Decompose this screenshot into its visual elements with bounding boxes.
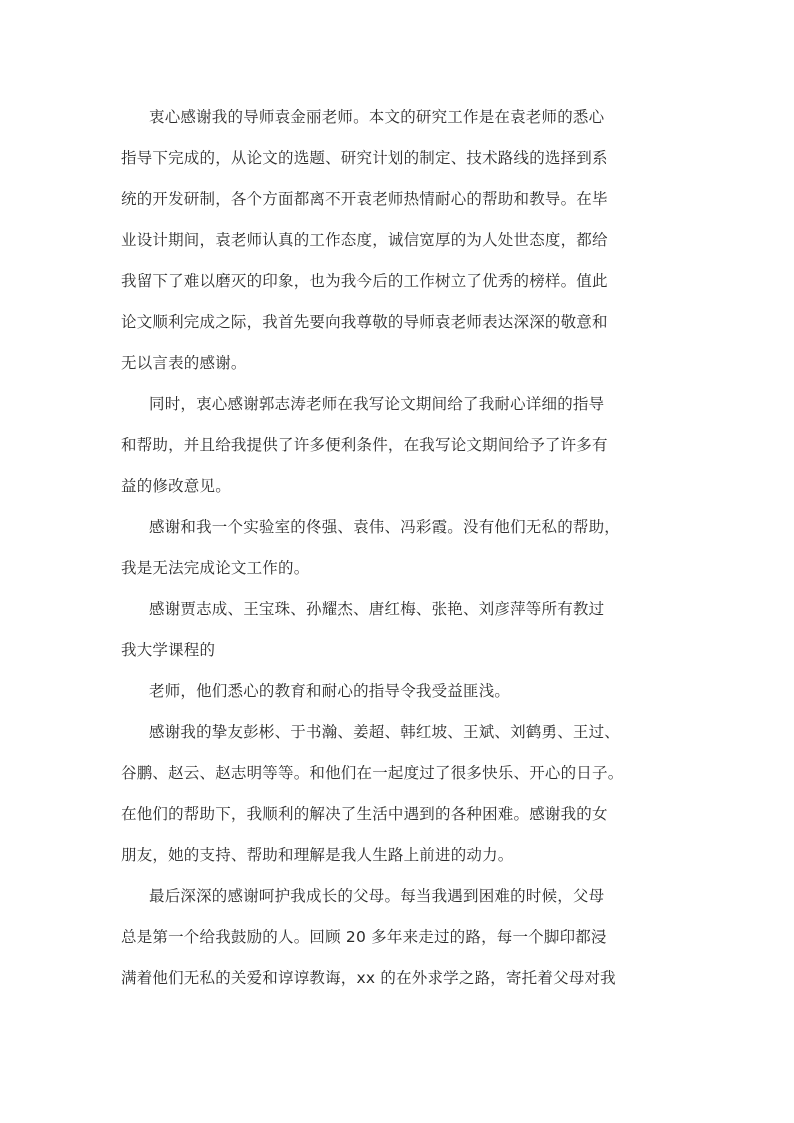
text-line: 感谢贾志成、王宝珠、孙耀杰、唐红梅、张艳、刘彦萍等所有教过 (149, 600, 605, 618)
text-line: 感谢和我一个实验室的佟强、袁伟、冯彩霞。没有他们无私的帮助， (149, 518, 621, 536)
text-line: 老师，他们悉心的教育和耐心的指导令我受益匪浅。 (149, 682, 511, 700)
text-line: 在他们的帮助下，我顺利的解决了生活中遇到的各种困难。感谢我的女 (121, 805, 608, 823)
text-line: 业设计期间，袁老师认真的工作态度，诚信宽厚的为人处世态度，都给 (121, 231, 608, 249)
text-line: 衷心感谢我的导师袁金丽老师。本文的研究工作是在袁老师的悉心 (149, 108, 605, 126)
text-line: 我留下了难以磨灭的印象，也为我今后的工作树立了优秀的榜样。值此 (121, 272, 608, 290)
text-line: 益的修改意见。 (121, 477, 231, 495)
text-line: 我是无法完成论文工作的。 (121, 559, 310, 577)
text-line: 我大学课程的 (121, 641, 216, 659)
text-line: 统的开发研制，各个方面都离不开袁老师热情耐心的帮助和教导。在毕 (121, 190, 608, 208)
text-line: 和帮助，并且给我提供了许多便利条件，在我写论文期间给予了许多有 (121, 436, 608, 454)
text-line: 最后深深的感谢呵护我成长的父母。每当我遇到困难的时候，父母 (149, 887, 605, 905)
text-line: 感谢我的挚友彭彬、于书瀚、姜超、韩红坡、王斌、刘鹤勇、王过、 (149, 723, 621, 741)
text-line: 朋友，她的支持、帮助和理解是我人生路上前进的动力。 (121, 846, 514, 864)
text-line: 谷鹏、赵云、赵志明等等。和他们在一起度过了很多快乐、开心的日子。 (121, 764, 624, 782)
text-line: 论文顺利完成之际，我首先要向我尊敬的导师袁老师表达深深的敬意和 (121, 313, 608, 331)
text-line: 同时，衷心感谢郭志涛老师在我写论文期间给了我耐心详细的指导 (149, 395, 605, 413)
text-line: 满着他们无私的关爱和谆谆教诲，xx 的在外求学之路，寄托着父母对我 (121, 969, 616, 987)
text-line: 指导下完成的，从论文的选题、研究计划的制定、技术路线的选择到系 (121, 149, 608, 167)
text-line: 总是第一个给我鼓励的人。回顾 20 多年来走过的路，每一个脚印都浸 (121, 928, 607, 946)
text-line: 无以言表的感谢。 (121, 354, 247, 372)
